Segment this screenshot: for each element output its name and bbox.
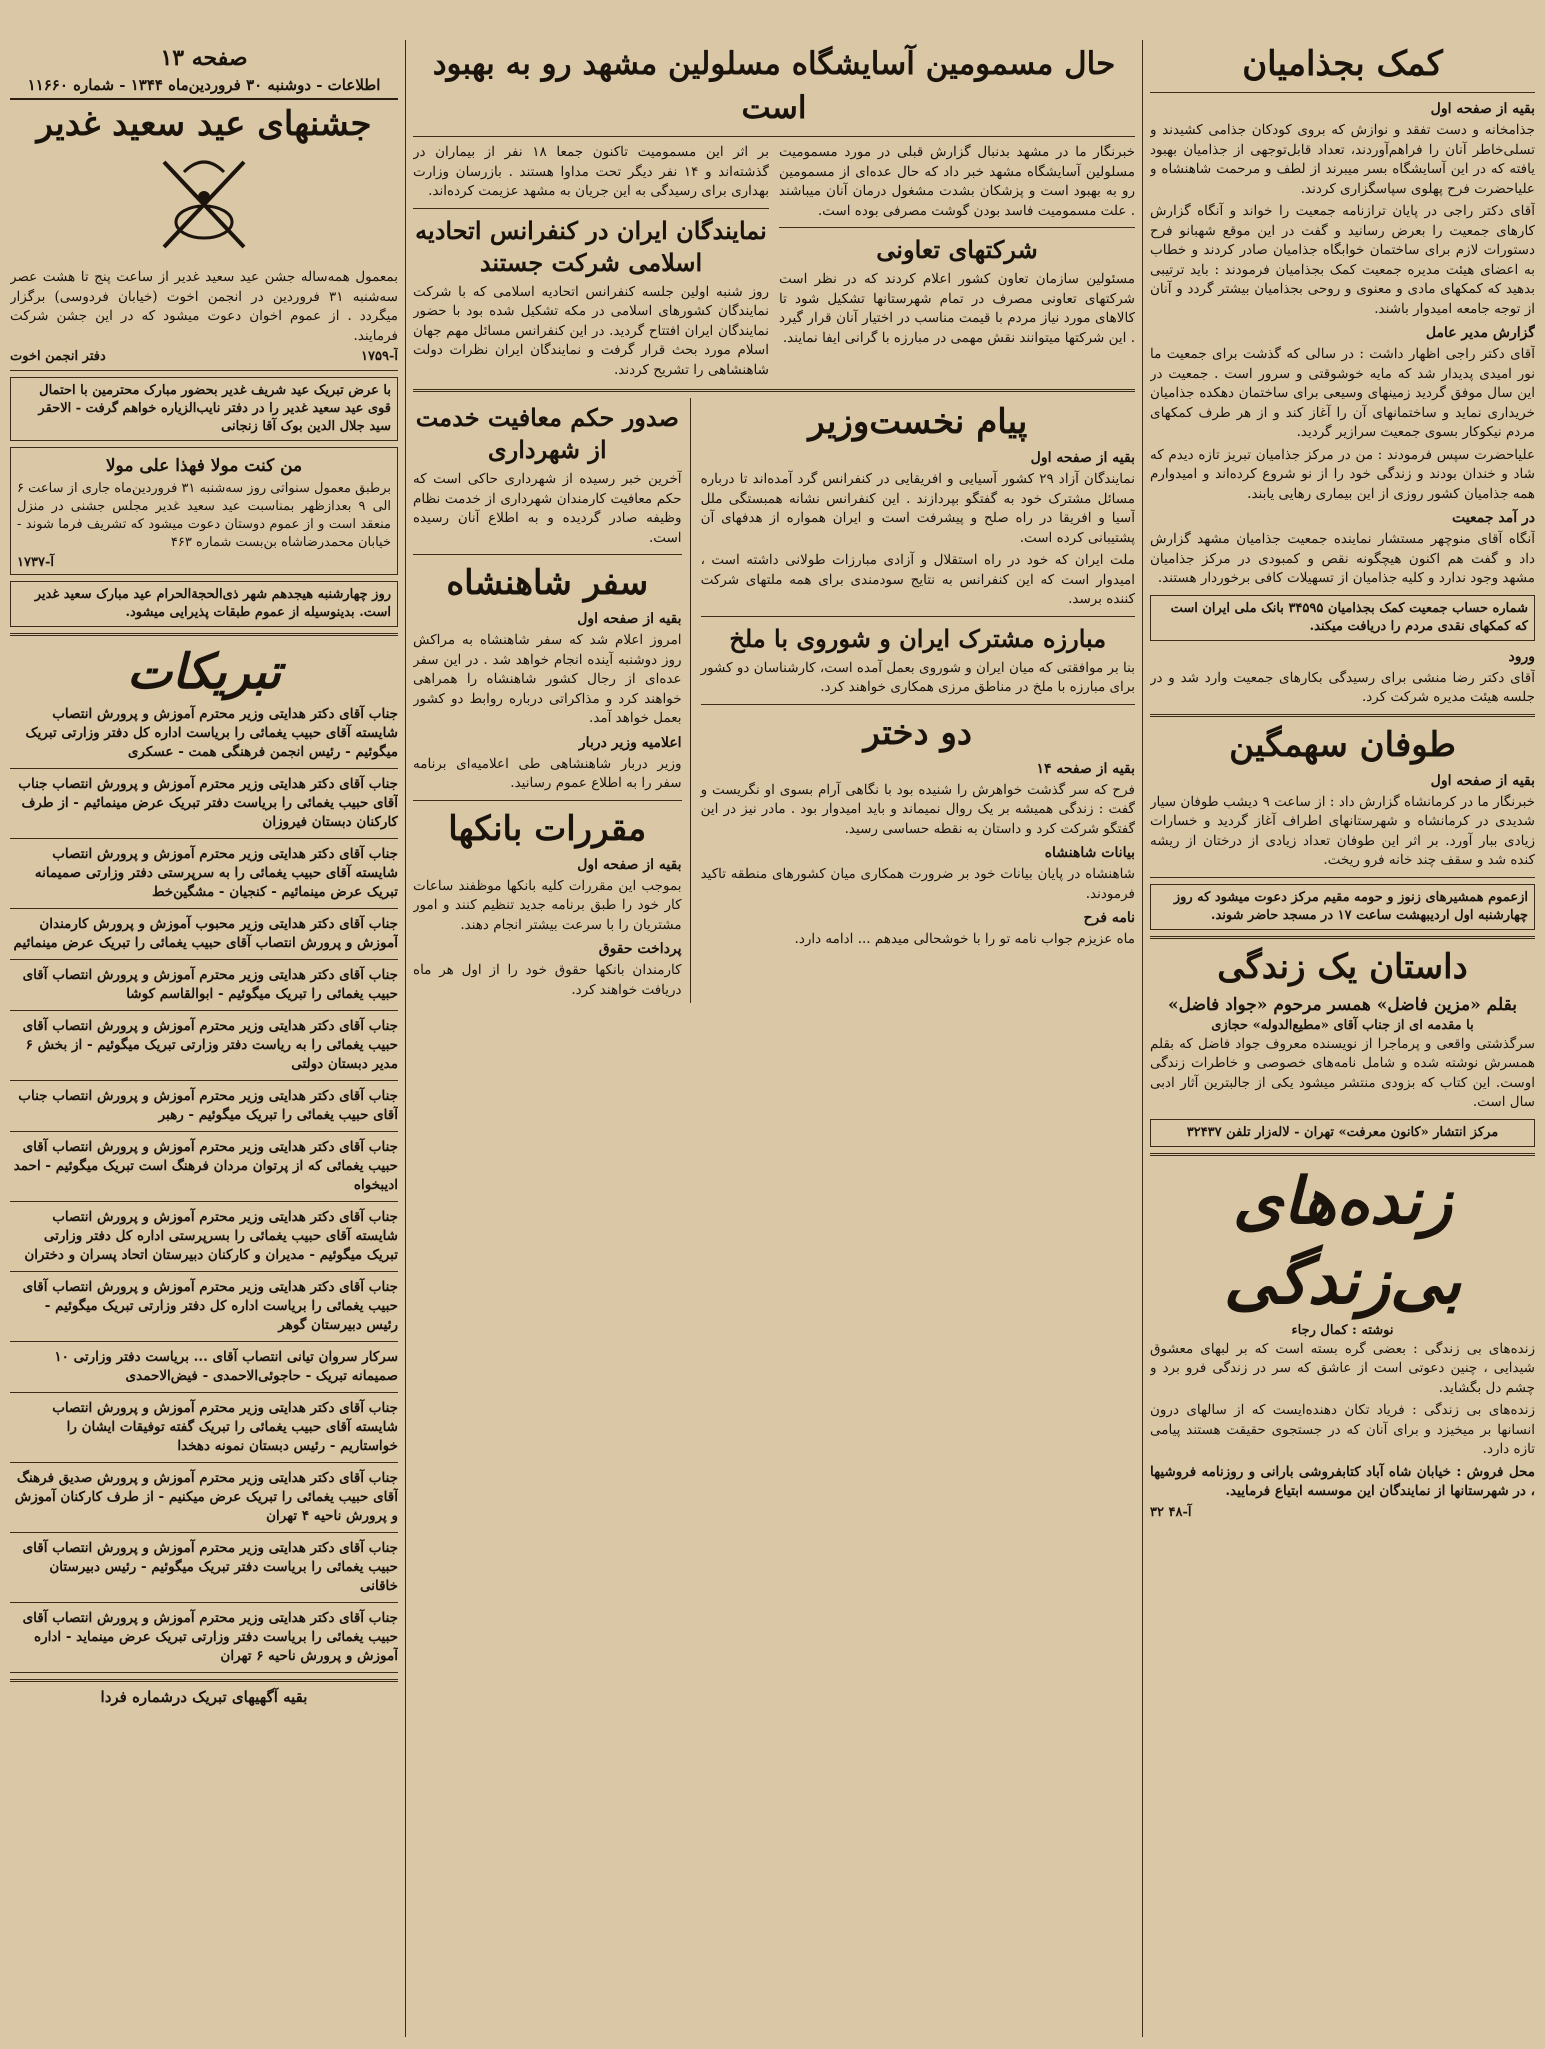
article-paragraph: مسئولین سازمان تعاون کشور اعلام کردند که در نظر است شرکتهای تعاونی مصرف در تمام شهرستانها تشکیل شود تا کالاهای مورد نیاز مردم با قیمت مناسب در اختیار آنان قرار گیرد . این شرکتها میتوانند نقش مهمی در مبارزه با گرانی ایفا نمایند. (779, 271, 1135, 346)
article-paragraph: فرح که سر گذشت خواهرش را شنیده بود با نگاهی آرام بسوی او نگریست و گفت : زندگی همیشه بر یک روال نمیماند و باید امیدوار بود . مادر نیز در این گفتگو شرکت کرد و داستان به نقطه حساسی رسید. (700, 781, 1135, 837)
bank-account-box: شماره حساب جمعیت کمک بجذامیان ۳۴۵۹۵ بانک ملی ایران است که کمکهای نقدی مردم را دریافت میکند. (1150, 595, 1535, 641)
article-paragraph: آقای دکتر راجی در پایان ترازنامه جمعیت را خواند و آنگاه گزارش کارهای جمعیت را بعرض رسانید و گفت در این موقع شهبانو فرح دستورات لازم برای ساختمان خوابگاه جذامیان صادر کردند و خطاب به اعضای هیئت مدیره جمعیت کمک بجذامیان فرمودند : باید ترتیبی بدهید که کمکهای مادی و معنوی و روحی بجذامیان بیشتر گردد و آنان از توجه جامعه امیدوار باشند. (1150, 203, 1535, 317)
article-title-two-girls: دو دختر (863, 712, 973, 753)
congratulation-entry: جناب آقای دکتر هدایتی وزیر محبوب آموزش و پرورش کارمندان آموزش و پرورش انتصاب آقای حبیب یغمائی را تبریک عرض مینمائیم (13, 916, 398, 951)
article-paragraph: نمایندگان آزاد ۲۹ کشور آسیایی و افریقایی در کنفرانس گرد آمده‌اند تا درباره مسائل مشترک خود به گفتگو بپردازند . این کنفرانس نشانه همبستگی ملل آسیا و افریقا در راه صلح و پیشرفت است و ایران همواره از هدفهای آن پشتیبانی کرده است. (700, 471, 1135, 546)
continued-from-label: بقیه از صفحه اول (577, 611, 682, 627)
left-column (10, 44, 398, 2039)
continued-tomorrow-footer: بقیه آگهیهای تبریک درشماره فردا (100, 1688, 308, 1706)
article-paragraph: آنگاه آقای منوچهر مستشار نماینده جمعیت جذامیان مشهد گزارش داد و گفت هم اکنون هیچگونه نقص و کمبودی در مرکز جذامیان مشهد وجود ندارد و کلیه جذامیان از تسهیلات کافی برخوردار هستند. (1150, 531, 1535, 586)
article-paragraph: بموجب این مقررات کلیه بانکها موظفند ساعات کار خود را طبق برنامه جدید تنظیم کنند و امور مشتریان را با سرعت بیشتر انجام دهند. (413, 877, 682, 933)
ad-code: آ-۱۷۳۷ (17, 555, 54, 570)
subheading: ورود (1508, 648, 1535, 665)
article-title-banks: مقررات بانکها (448, 808, 647, 849)
article-paragraph: علیاحضرت سپس فرمودند : من در مرکز جذامیان تبریز تازه دیدم که شاد و خندان بودند و زندگی خود را از نو شروع کرده‌اند و امیدوارم همه جذامیان کشور روزی از این بیماری رهایی یابند. (1150, 446, 1535, 502)
continued-from-label: بقیه از صفحه اول (1430, 101, 1535, 117)
article-paragraph: بنا بر موافقتی که میان ایران و شوروی بعمل آمده است، کارشناسان دو کشور برای مبارزه با ملخ در مناطق مرزی همکاری خواهند کرد. (700, 659, 1135, 695)
article-title-storm: طوفان سهمگین (1229, 724, 1456, 765)
continued-from-label: بقیه از صفحه ۱۴ (1036, 760, 1135, 777)
article-paragraph: زنده‌های بی زندگی : فریاد تکان دهنده‌ایست که از سالهای درون انسانها بر میخیزد و برای آنان که در جستجوی حقیقت هستند پیامی تازه دارد. (1150, 1402, 1535, 1457)
subheading: اعلامیه وزیر دربار (578, 734, 682, 751)
article-title-shah-trip: سفر شاهنشاه (446, 563, 649, 603)
page-number: صفحه ۱۳ (160, 45, 248, 71)
congratulations-list (10, 705, 398, 1673)
article-title-coops: شرکتهای تعاونی (876, 235, 1038, 264)
publisher-box: مرکز انتشار «کانون معرفت» تهران - لاله‌زار تلفن ۳۲۴۳۷ (1150, 1119, 1535, 1147)
article-paragraph: وزیر دربار شاهنشاهی طی اعلامیه‌ای برنامه سفر را به اطلاع عموم رسانید. (413, 755, 682, 791)
congratulation-entry: جناب آقای دکتر هدایتی وزیر محترم آموزش و پرورش انتصاب آقای حبیب یغمائی که از پرتوان مردان فرهنگ است تبریک میگوئیم - احمد ادیبخواه (13, 1139, 398, 1193)
congratulation-entry: جناب آقای دکتر هدایتی وزیر محترم آموزش و پرورش انتصاب شایسته آقای حبیب یغمائی را بریاست اداره کل دفتر وزارتی تبریک میگوئیم - رئیس انجمن فرهنگی همت - عسکری (25, 706, 398, 760)
story-intro: با مقدمه ای از جناب آقای «مطیع‌الدوله» حجازی (1211, 1017, 1474, 1033)
continued-from-label: بقیه از صفحه اول (577, 856, 682, 873)
article-paragraph: بر اثر این مسمومیت تاکنون جمعا ۱۸ نفر از بیماران در گذشته‌اند و ۱۴ نفر دیگر تحت مداوا هستند . بازرسان وزارت بهداری برای رسیدگی به این جریان به مشهد عزیمت کرده‌اند. (413, 144, 769, 199)
article-title-exemption: صدور حکم معافیت خدمت از شهرداری (415, 403, 679, 464)
subheading: نامه فرح (1083, 910, 1135, 926)
congratulation-entry: جناب آقای دکتر هدایتی وزیر محترم آموزش و پرورش انتصاب آقای حبیب یغمائی را به ریاست دفتر وزارتی تبریک میگوئیم - از بخش ۶ مدیر دبستان دولتی (22, 1018, 398, 1072)
ad-code: آ-۱۷۵۹ (361, 349, 398, 364)
article-paragraph: سرگذشتی واقعی و پرماجرا از نویسنده معروف جواد فاضل که بقلم همسرش نوشته شده و شامل نامه‌های خصوصی و خاطرات زندگی اوست. این کتاب که بزودی منتشر میشود یکی از جالبترین آثار ادبی سال است. (1150, 1035, 1535, 1110)
congratulation-entry: سرکار سروان تیانی انتصاب آقای ... بریاست دفتر وزارتی ۱۰ صمیمانه تبریک - حاجوئی‌الاحمدی - فیض‌الاحمدی (54, 1349, 398, 1384)
book-ad-title: زنده‌های بی‌زندگی (1223, 1163, 1462, 1319)
article-paragraph: روز شنبه اولین جلسه کنفرانس اتحادیه اسلامی که با شرکت نمایندگان کشورهای اسلامی در مکه تشکیل شده بود با حضور نمایندگان ایران افتتاح گردید. در این کنفرانس مسائل مهم جهان اسلام مورد بحث قرار گرفت و نمایندگان ایران نظرات دولت شاهنشاهی را تشریح کردند. (413, 283, 769, 378)
ad-code: آ-۴۸ ۳۲ (1150, 1504, 1192, 1520)
event-title: جشنهای عید سعید غدیر (36, 104, 372, 144)
article-paragraph: زنده‌های بی زندگی : بعضی گره بسته است که بر لبهای معشوق شیدایی ، چنین دعوتی است از عاشق که سر در زندگی فرو برد و چشم دل بگشاید. (1150, 1340, 1535, 1396)
congratulation-entry: جناب آقای دکتر هدایتی وزیر محترم آموزش و پرورش انتصاب آقای حبیب یغمائی را تبریک میگوئیم - ابوالقاسم کوشا (22, 967, 398, 1002)
crossed-swords-emblem-icon (144, 152, 264, 262)
article-paragraph: آقای دکتر راجی اظهار داشت : در سالی که گذشت برای جمعیت ما نور امیدی پدیدار شد که مایه خوشوقتی و سرور است . جمعیت در این سال موفق گردید زمینهای وسیعی برای ساختمان دهکده جذامیان خریداری نماید و ساختمانهای آن را آغاز کند و از هر طرف کمکهای مردم نیکوکار بسوی جمعیت سرازیر گردید. (1150, 346, 1535, 440)
congratulation-entry: جناب آقای دکتر هدایتی وزیر محترم آموزش و پرورش صدیق فرهنگ آقای حبیب یغمائی را تبریک عرض میکنیم - از طرف کارکنان آموزش و پرورش ناحیه ۴ تهران (14, 1470, 398, 1524)
subheading: در آمد جمعیت (1452, 510, 1535, 526)
congratulation-entry: جناب آقای دکتر هدایتی وزیر محترم آموزش و پرورش انتصاب شایسته آقای حبیب یغمائی را تبریک گفته توفیقات ایشان را خواستاریم - رئیس دبستان نمونه دهخدا (52, 1400, 398, 1454)
greeting-box-title: من کنت مولا فهذا علی مولا (105, 456, 303, 476)
congratulation-entry: جناب آقای دکتر هدایتی وزیر محترم آموزش و پرورش انتصاب آقای حبیب یغمائی را بریاست دفتر تبریک میگوئیم - رئیس دبیرستان خاقانی (22, 1540, 398, 1594)
article-title-leprosy: کمک بجذامیان (1242, 44, 1443, 84)
congratulation-entry: جناب آقای دکتر هدایتی وزیر محترم آموزش و پرورش انتصاب جناب آقای حبیب یغمائی را تبریک میگوئیم - رهبر (18, 1088, 398, 1123)
article-paragraph: ملت ایران که خود در راه استقلال و آزادی مبارزات طولانی داشته است ، امیدوار است که این کنفرانس به نتایج سودمندی برای همه ملتهای شرکت کننده برسد. (700, 552, 1135, 607)
event-signature: دفتر انجمن اخوت (10, 349, 106, 364)
article-paragraph: بمعمول همه‌ساله جشن عید سعید غدیر از ساعت پنج تا هشت عصر سه‌شنبه ۳۱ فروردین در انجمن اخوت (خیابان فردوسی) برگزار میگردد . از عموم اخوان دعوت میشود که در این جشن شرکت فرمایند. (10, 269, 398, 344)
article-paragraph: محل فروش : خیابان شاه آباد کتابفروشی بارانی و روزنامه فروشیها ، در شهرستانها از نمایندگان این موسسه ابتیاع فرمایید. (1150, 1463, 1535, 1499)
greeting-box: روز چهارشنبه هیجدهم شهر ذی‌الحجة‌الحرام عید مبارک سعید غدیر است. بدینوسیله از عموم طبقات پذیرایی میشود. (10, 581, 398, 627)
article-paragraph: خبرنگار ما در مشهد بدنبال گزارش قبلی در مورد مسمومیت مسلولین آسایشگاه مشهد خبر داد که حال عده‌ای از مسمومین رو به بهبود است و پزشکان بشدت مشغول درمان آنان میباشند . علت مسمومیت فاسد بودن گوشت مصرفی بوده است. (779, 144, 1135, 219)
continued-from-label: بقیه از صفحه اول (1430, 772, 1535, 789)
article-paragraph: امروز اعلام شد که سفر شاهنشاه به مراکش روز دوشنبه آینده انجام خواهد شد . در این سفر عده‌ای از رجال کشور شاهنشاه را همراهی خواهند کرد و مذاکراتی درباره روابط دو کشور بعمل خواهد آمد. (413, 632, 682, 726)
article-paragraph: خبرنگار ما در کرمانشاه گزارش داد : از ساعت ۹ دیشب طوفان سیار شدیدی در کرمانشاه و شهرستانهای اطراف آغاز گردید و خسارات زیادی ببار آورد. بر اثر این طوفان تعداد زیادی از درختان از ریشه کنده شد و سقف چند خانه فرو ریخت. (1150, 793, 1535, 868)
article-paragraph: کارمندان بانکها حقوق خود را از اول هر ماه دریافت خواهند کرد. (413, 962, 682, 998)
column-rule (405, 40, 406, 2037)
article-paragraph: ماه عزیزم جواب نامه تو را با خوشحالی میدهم ... ادامه دارد. (794, 931, 1135, 947)
article-title-poisoning: حال مسمومین آسایشگاه مسلولین مشهد رو به بهبود است (432, 46, 1116, 126)
middle-column (413, 40, 1135, 2040)
book-ad-author: نوشته : کمال رجاء (1291, 1322, 1394, 1338)
congratulation-entry: جناب آقای دکتر هدایتی وزیر محترم آموزش و پرورش انتصاب آقای حبیب یغمائی را بریاست اداره کل دفتر وزارتی تبریک میگوئیم - رئیس دبیرستان گوهر (22, 1279, 398, 1333)
congratulation-entry: جناب آقای دکتر هدایتی وزیر محترم آموزش و پرورش انتصاب شایسته آقای حبیب یغمائی را بسرپرستی اداره کل دفتر وزارتی تبریک میگوئیم - مدیران و کارکنان دبیرستان اتحاد پسران و دختران (24, 1209, 398, 1263)
article-title-pm-message: پیام نخست‌وزیر (808, 402, 1028, 442)
story-author: بقلم «مزین فاضل» همسر مرحوم «جواد فاضل» (1168, 994, 1517, 1015)
article-paragraph: شاهنشاه در پایان بیانات خود بر ضرورت همکاری میان کشورهای منطقه تاکید فرمودند. (700, 866, 1135, 902)
article-title-story: داستان یک زندگی (1217, 946, 1468, 987)
congratulations-title: تبریکات (126, 644, 281, 700)
article-title-locust: مبارزه مشترک ایران و شوروی با ملخ (729, 623, 1107, 653)
congratulation-entry: جناب آقای دکتر هدایتی وزیر محترم آموزش و پرورش انتصاب جناب آقای حبیب یغمائی را بریاست دفتر تبریک عرض مینمائیم - از طرف کارکنان دبستان فیروزان (18, 776, 398, 830)
article-title-conference: نمایندگان ایران در کنفرانس اتحادیه اسلامی شرکت جستند (415, 215, 767, 277)
subheading: گزارش مدیر عامل (1425, 325, 1535, 341)
congratulation-entry: جناب آقای دکتر هدایتی وزیر محترم آموزش و پرورش انتصاب آقای حبیب یغمائی را بریاست دفتر وزارتی تبریک عرض مینماید - اداره آموزش و پرورش ناحیه ۶ تهران (22, 1610, 398, 1664)
column-rule (1142, 40, 1143, 2037)
article-paragraph: آخرین خبر رسیده از شهرداری حاکی است که حکم معافیت کارمندان شهرداری از خدمت نظام وظیفه صادر گردیده و به اطلاع آنان رسیده است. (413, 471, 682, 546)
dateline: اطلاعات - دوشنبه ۳۰ فروردین‌ماه ۱۳۴۴ - شماره ۱۱۶۶۰ (10, 72, 398, 100)
article-paragraph: برطبق معمول سنواتی روز سه‌شنبه ۳۱ فروردین‌ماه جاری از ساعت ۶ الی ۹ بعدازظهر بمناسبت عید سعید غدیر مجلس جشنی در منزل منعقد است و از عموم دوستان دعوت میشود که تشریف فرما شوند - خیابان محمدرضاشاه بن‌بست شماره ۴۶۳ (17, 481, 391, 550)
right-column (1150, 40, 1535, 2040)
article-paragraph: آقای دکتر رضا منشی برای رسیدگی بکارهای جمعیت وارد شد و در جلسه هیئت مدیره شرکت کرد. (1150, 669, 1535, 705)
subheading: پرداخت حقوق (598, 941, 682, 957)
subheading: بیانات شاهنشاه (1044, 845, 1135, 861)
continued-from-label: بقیه از صفحه اول (1030, 450, 1135, 466)
article-paragraph: جذامخانه و دست تفقد و نوازش که بروی کودکان جذامی کشیدند و تسلی‌خاطر آنان را فراهم‌آوردند، تعداد قابل‌توجهی از جذامیان بهبود یافته که در این آسایشگاه بسر میبرند از لطف و مرحمت شاهنشاه و علیاحضرت فرح پهلوی سپاسگزاری کردند. (1150, 122, 1535, 197)
community-notice: ازعموم همشیرهای زنوز و حومه مقیم مرکز دعوت میشود که روز چهارشنبه اول اردیبهشت ساعت ۱۷ در مسجد حاضر شوند. (1150, 884, 1535, 930)
congratulation-entry: جناب آقای دکتر هدایتی وزیر محترم آموزش و پرورش انتصاب شایسته آقای حبیب یغمائی را به سرپرستی دفتر وزارتی صمیمانه تبریک عرض مینمائیم - کنجیان - مشگین‌خط (34, 846, 398, 900)
greeting-box: با عرض تبریک عید شریف غدیر بحضور مبارک محترمین با احتمال قوی عید سعید غدیر را در دفتر نایب‌الزیاره خواهم گرفت - الاحقر سید جلال الدین بوک آقا زنجانی (10, 377, 398, 441)
